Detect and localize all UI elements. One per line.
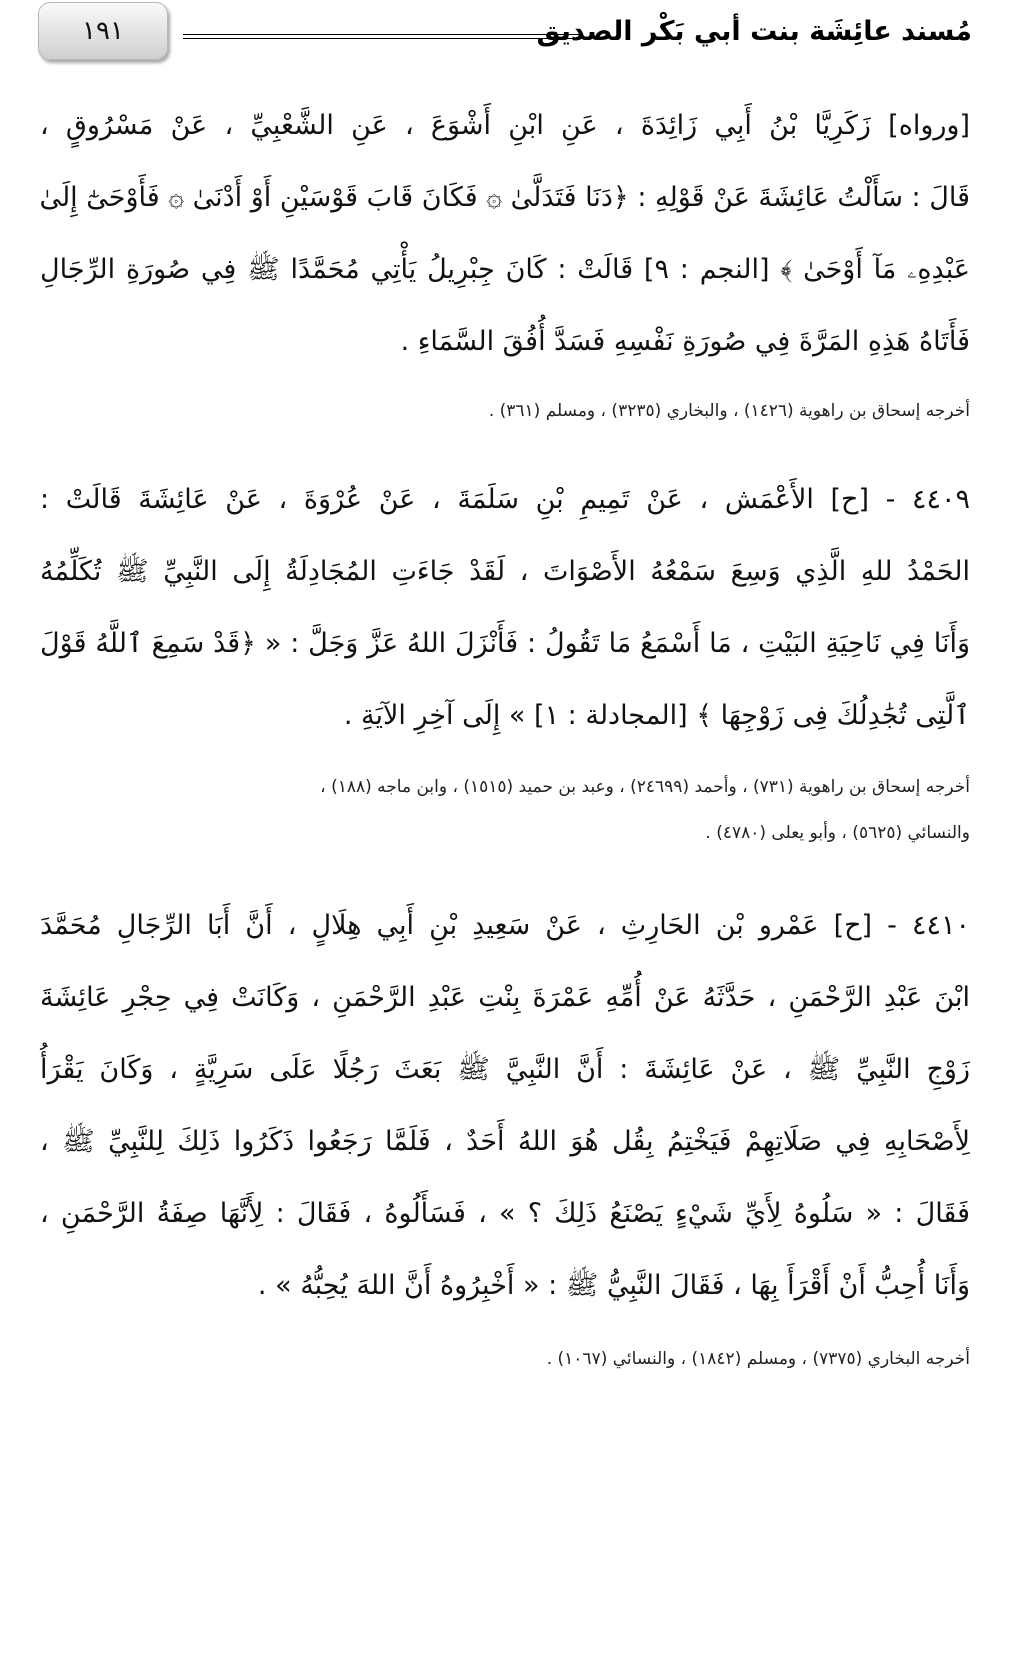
- takhrij-footnote-1: [40, 388, 970, 434]
- text-line: ابْنَ عَبْدِ الرَّحْمَنِ ، حَدَّثَهُ عَنْ أُمِّهِ عَمْرَةَ بِنْتِ عَبْدِ الرَّحْمَنِ ، وَكَانَتْ فِي حِجْرِ عَائِشَةَ: [40, 982, 970, 1013]
- header-rule: [183, 34, 581, 39]
- text-line: ٱلَّتِى تُجَٰدِلُكَ فِى زَوْجِهَا ﴾ [المجادلة : ١] » إِلَى آخِرِ الآيَةِ .: [343, 700, 970, 731]
- text-line: [ورواه] زَكَرِيَّا بْنُ أَبِي زَائِدَةَ ، عَنِ ابْنِ أَشْوَعَ ، عَنِ الشَّعْبِيِّ ، عَنْ مَسْرُوقٍ ،: [40, 110, 970, 141]
- text-line: فَأَتَاهُ هَذِهِ المَرَّةَ فِي صُورَةِ نَفْسِهِ فَسَدَّ أُفُقَ السَّمَاءِ .: [400, 326, 970, 357]
- text-line: ٤٤٠٩ - [ح] الأَعْمَش ، عَنْ تَمِيمِ بْنِ سَلَمَةَ ، عَنْ عُرْوَةَ ، عَنْ عَائِشَةَ قَالَتْ :: [40, 484, 970, 515]
- text-line: وَأَنَا أُحِبُّ أَنْ أَقْرَأَ بِهَا ، فَقَالَ النَّبِيُّ ﷺ : « أَخْبِرُوهُ أَنَّ اللهَ يُحِبُّهُ » .: [257, 1270, 970, 1301]
- text-line: عَبْدِهِۦ مَآ أَوْحَىٰ ﴾ [النجم : ٩] قَالَتْ : كَانَ جِبْرِيلُ يَأْتِي مُحَمَّدًا ﷺ فِي صُورَةِ الرِّجَالِ: [40, 254, 970, 285]
- text-line: فَقَالَ : « سَلُوهُ لِأَيِّ شَيْءٍ يَصْنَعُ ذَلِكَ ؟ » ، فَسَأَلُوهُ ، فَقَالَ : لِأَنَّهَا صِفَةُ الرَّحْمَنِ ،: [40, 1198, 970, 1229]
- text-line: الحَمْدُ للهِ الَّذِي وَسِعَ سَمْعُهُ الأَصْوَاتَ ، لَقَدْ جَاءَتِ المُجَادِلَةُ إِلَى النَّبِيِّ ﷺ تُكَلِّمُهُ: [40, 556, 970, 587]
- page-number: ١٩١: [82, 16, 124, 46]
- takhrij-footnote-2: [40, 764, 970, 856]
- source-line: أخرجه البخاري (٧٣٧٥) ، ومسلم (١٨٤٢) ، والنسائي (١٠٦٧) .: [546, 1349, 970, 1369]
- hadith-block-continuation: [40, 90, 970, 378]
- running-header-title: مُسند عائِشَة بنت أبي بَكْر الصديق: [536, 16, 972, 47]
- source-line: أخرجه إسحاق بن راهوية (١٤٢٦) ، والبخاري (٣٢٣٥) ، ومسلم (٣٦١) .: [488, 401, 970, 421]
- source-line: والنسائي (٥٦٢٥) ، وأبو يعلى (٤٧٨٠) .: [705, 823, 970, 843]
- source-line: أخرجه إسحاق بن راهوية (٧٣١) ، وأحمد (٢٤٦٩٩) ، وعبد بن حميد (١٥١٥) ، وابن ماجه (١٨٨) ،: [320, 777, 970, 797]
- hadith-block-4409: [40, 464, 970, 752]
- text-line: وَأَنَا فِي نَاحِيَةِ البَيْتِ ، مَا أَسْمَعُ مَا تَقُولُ : فَأَنْزَلَ اللهُ عَزَّ وَجَلَّ : « ﴿قَدْ سَمِعَ ٱللَّهُ قَوْلَ: [40, 628, 970, 659]
- takhrij-footnote-3: [40, 1336, 970, 1382]
- text-line: لِأَصْحَابِهِ فِي صَلَاتِهِمْ فَيَخْتِمُ بِقُل هُوَ اللهُ أَحَدٌ ، فَلَمَّا رَجَعُوا ذَكَرُوا ذَلِكَ لِلنَّبِيِّ ﷺ ،: [40, 1126, 970, 1157]
- text-line: ٤٤١٠ - [ح] عَمْرو بْن الحَارِثِ ، عَنْ سَعِيدِ بْنِ أَبِي هِلَالٍ ، أَنَّ أَبَا الرِّجَالِ مُحَمَّدَ: [40, 910, 970, 941]
- text-line: زَوْجِ النَّبِيِّ ﷺ ، عَنْ عَائِشَةَ : أَنَّ النَّبِيَّ ﷺ بَعَثَ رَجُلًا عَلَى سَرِيَّةٍ ، وَكَانَ يَقْرَأُ: [40, 1054, 970, 1085]
- hadith-block-4410: [40, 890, 970, 1322]
- text-line: قَالَ : سَأَلْتُ عَائِشَةَ عَنْ قَوْلِهِ : ﴿دَنَا فَتَدَلَّىٰ ۞ فَكَانَ قَابَ قَوْسَيْنِ أَوْ أَدْنَىٰ ۞ فَأَوْحَىٰٓ إِلَىٰ: [39, 182, 970, 213]
- page-number-badge: [38, 2, 168, 60]
